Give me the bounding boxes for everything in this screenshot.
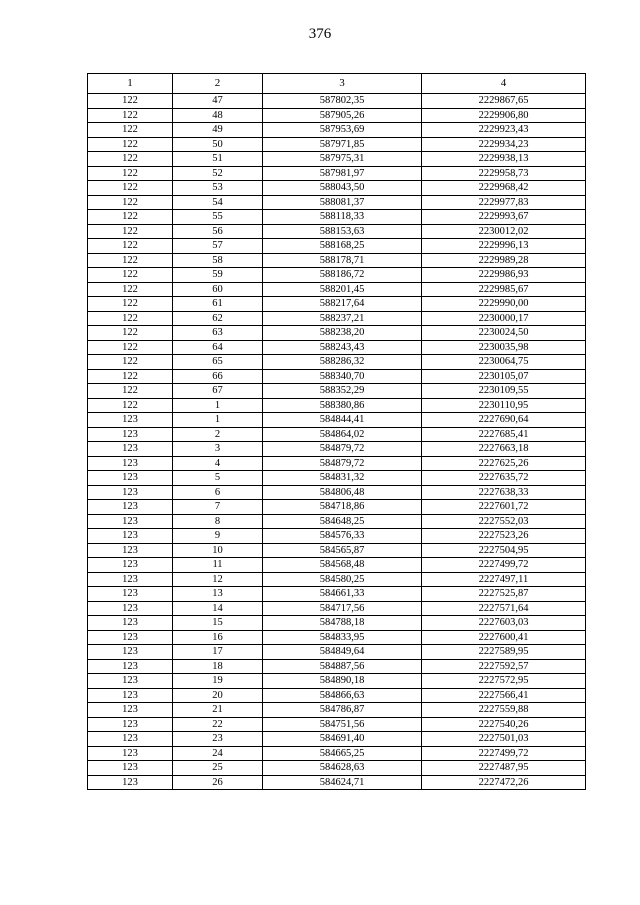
- table-row: [88, 529, 586, 544]
- cell-y-coordinate: 2230035,98: [422, 340, 586, 355]
- table-row: [88, 746, 586, 761]
- cell-x-coordinate: 584576,33: [263, 529, 422, 544]
- cell-y-coordinate: 2227566,41: [422, 688, 586, 703]
- cell-section: 123: [88, 514, 173, 529]
- cell-x-coordinate: 584628,63: [263, 761, 422, 776]
- cell-y-coordinate: 2227501,03: [422, 732, 586, 747]
- cell-x-coordinate: 588168,25: [263, 239, 422, 254]
- cell-y-coordinate: 2229958,73: [422, 166, 586, 181]
- cell-x-coordinate: 584833,95: [263, 630, 422, 645]
- cell-x-coordinate: 588243,43: [263, 340, 422, 355]
- cell-x-coordinate: 588201,45: [263, 282, 422, 297]
- cell-x-coordinate: 584624,71: [263, 775, 422, 790]
- cell-section: 123: [88, 572, 173, 587]
- cell-x-coordinate: 584751,56: [263, 717, 422, 732]
- cell-section: 122: [88, 369, 173, 384]
- cell-point: 4: [173, 456, 263, 471]
- cell-section: 123: [88, 674, 173, 689]
- cell-x-coordinate: 587953,69: [263, 123, 422, 138]
- cell-point: 65: [173, 355, 263, 370]
- table-row: [88, 514, 586, 529]
- table-body: [88, 94, 586, 790]
- cell-y-coordinate: 2227523,26: [422, 529, 586, 544]
- cell-x-coordinate: 584788,18: [263, 616, 422, 631]
- cell-y-coordinate: 2227559,88: [422, 703, 586, 718]
- cell-point: 23: [173, 732, 263, 747]
- cell-x-coordinate: 584879,72: [263, 456, 422, 471]
- table-row: [88, 630, 586, 645]
- cell-x-coordinate: 588340,70: [263, 369, 422, 384]
- cell-point: 51: [173, 152, 263, 167]
- cell-section: 122: [88, 384, 173, 399]
- cell-x-coordinate: 584661,33: [263, 587, 422, 602]
- cell-point: 52: [173, 166, 263, 181]
- cell-x-coordinate: 584565,87: [263, 543, 422, 558]
- cell-point: 48: [173, 108, 263, 123]
- cell-y-coordinate: 2227638,33: [422, 485, 586, 500]
- cell-x-coordinate: 584648,25: [263, 514, 422, 529]
- cell-section: 123: [88, 732, 173, 747]
- cell-section: 123: [88, 529, 173, 544]
- cell-point: 25: [173, 761, 263, 776]
- cell-point: 67: [173, 384, 263, 399]
- cell-x-coordinate: 588153,63: [263, 224, 422, 239]
- cell-section: 122: [88, 253, 173, 268]
- cell-y-coordinate: 2227504,95: [422, 543, 586, 558]
- table-row: [88, 616, 586, 631]
- cell-x-coordinate: 584691,40: [263, 732, 422, 747]
- cell-section: 122: [88, 224, 173, 239]
- cell-x-coordinate: 584806,48: [263, 485, 422, 500]
- cell-section: 123: [88, 761, 173, 776]
- cell-section: 123: [88, 543, 173, 558]
- cell-y-coordinate: 2227663,18: [422, 442, 586, 457]
- coordinates-table: [87, 73, 586, 790]
- cell-section: 122: [88, 297, 173, 312]
- cell-x-coordinate: 584844,41: [263, 413, 422, 428]
- cell-x-coordinate: 588217,64: [263, 297, 422, 312]
- cell-y-coordinate: 2229977,83: [422, 195, 586, 210]
- cell-section: 123: [88, 630, 173, 645]
- cell-section: 122: [88, 94, 173, 109]
- cell-y-coordinate: 2230064,75: [422, 355, 586, 370]
- table-row: [88, 152, 586, 167]
- table-row: [88, 297, 586, 312]
- cell-x-coordinate: 584849,64: [263, 645, 422, 660]
- cell-point: 58: [173, 253, 263, 268]
- table-row: [88, 413, 586, 428]
- cell-point: 9: [173, 529, 263, 544]
- cell-point: 63: [173, 326, 263, 341]
- cell-point: 19: [173, 674, 263, 689]
- table-row: [88, 558, 586, 573]
- table-row: [88, 732, 586, 747]
- cell-point: 10: [173, 543, 263, 558]
- table-row: [88, 253, 586, 268]
- cell-x-coordinate: 588380,86: [263, 398, 422, 413]
- cell-y-coordinate: 2229968,42: [422, 181, 586, 196]
- cell-y-coordinate: 2229938,13: [422, 152, 586, 167]
- cell-x-coordinate: 588178,71: [263, 253, 422, 268]
- cell-section: 122: [88, 311, 173, 326]
- cell-y-coordinate: 2229986,93: [422, 268, 586, 283]
- table-row: [88, 239, 586, 254]
- cell-y-coordinate: 2227525,87: [422, 587, 586, 602]
- page-number: 376: [308, 26, 332, 42]
- table-row: [88, 485, 586, 500]
- cell-y-coordinate: 2227487,95: [422, 761, 586, 776]
- header-row: [88, 74, 586, 94]
- cell-x-coordinate: 584887,56: [263, 659, 422, 674]
- header-col-1: 1: [88, 74, 173, 94]
- cell-point: 61: [173, 297, 263, 312]
- table-row: [88, 384, 586, 399]
- cell-y-coordinate: 2229996,13: [422, 239, 586, 254]
- cell-section: 122: [88, 152, 173, 167]
- cell-section: 123: [88, 645, 173, 660]
- cell-point: 55: [173, 210, 263, 225]
- cell-y-coordinate: 2227600,41: [422, 630, 586, 645]
- cell-x-coordinate: 587905,26: [263, 108, 422, 123]
- table-row: [88, 500, 586, 515]
- cell-point: 50: [173, 137, 263, 152]
- cell-y-coordinate: 2227601,72: [422, 500, 586, 515]
- cell-x-coordinate: 584890,18: [263, 674, 422, 689]
- cell-point: 5: [173, 471, 263, 486]
- table-row: [88, 181, 586, 196]
- cell-y-coordinate: 2227572,95: [422, 674, 586, 689]
- cell-section: 123: [88, 587, 173, 602]
- cell-x-coordinate: 587975,31: [263, 152, 422, 167]
- cell-x-coordinate: 584864,02: [263, 427, 422, 442]
- cell-point: 21: [173, 703, 263, 718]
- cell-x-coordinate: 588043,50: [263, 181, 422, 196]
- cell-y-coordinate: 2227635,72: [422, 471, 586, 486]
- cell-point: 1: [173, 398, 263, 413]
- table-row: [88, 268, 586, 283]
- cell-point: 11: [173, 558, 263, 573]
- cell-x-coordinate: 584718,86: [263, 500, 422, 515]
- table-row: [88, 282, 586, 297]
- table-row: [88, 355, 586, 370]
- cell-x-coordinate: 588081,37: [263, 195, 422, 210]
- table-row: [88, 108, 586, 123]
- cell-point: 18: [173, 659, 263, 674]
- cell-point: 62: [173, 311, 263, 326]
- cell-x-coordinate: 584580,25: [263, 572, 422, 587]
- header-col-3: 3: [263, 74, 422, 94]
- cell-y-coordinate: 2227552,03: [422, 514, 586, 529]
- cell-y-coordinate: 2227592,57: [422, 659, 586, 674]
- cell-point: 59: [173, 268, 263, 283]
- cell-point: 1: [173, 413, 263, 428]
- table-row: [88, 427, 586, 442]
- cell-x-coordinate: 588186,72: [263, 268, 422, 283]
- cell-point: 6: [173, 485, 263, 500]
- cell-section: 123: [88, 413, 173, 428]
- table-row: [88, 94, 586, 109]
- cell-point: 54: [173, 195, 263, 210]
- cell-point: 13: [173, 587, 263, 602]
- table-row: [88, 543, 586, 558]
- cell-y-coordinate: 2230105,07: [422, 369, 586, 384]
- cell-y-coordinate: 2230000,17: [422, 311, 586, 326]
- cell-y-coordinate: 2230012,02: [422, 224, 586, 239]
- cell-point: 14: [173, 601, 263, 616]
- cell-section: 123: [88, 442, 173, 457]
- cell-point: 3: [173, 442, 263, 457]
- cell-point: 2: [173, 427, 263, 442]
- cell-section: 123: [88, 471, 173, 486]
- table-row: [88, 398, 586, 413]
- table-row: [88, 123, 586, 138]
- cell-section: 122: [88, 282, 173, 297]
- cell-y-coordinate: 2227497,11: [422, 572, 586, 587]
- cell-y-coordinate: 2229934,23: [422, 137, 586, 152]
- cell-section: 122: [88, 181, 173, 196]
- table-row: [88, 688, 586, 703]
- cell-y-coordinate: 2229985,67: [422, 282, 586, 297]
- cell-x-coordinate: 584879,72: [263, 442, 422, 457]
- table-row: [88, 645, 586, 660]
- table-row: [88, 761, 586, 776]
- table-row: [88, 195, 586, 210]
- table-row: [88, 717, 586, 732]
- cell-point: 12: [173, 572, 263, 587]
- cell-y-coordinate: 2227589,95: [422, 645, 586, 660]
- table-row: [88, 340, 586, 355]
- cell-x-coordinate: 584665,25: [263, 746, 422, 761]
- table-row: [88, 442, 586, 457]
- header-col-2: 2: [173, 74, 263, 94]
- cell-point: 16: [173, 630, 263, 645]
- table-row: [88, 659, 586, 674]
- cell-point: 8: [173, 514, 263, 529]
- cell-y-coordinate: 2230024,50: [422, 326, 586, 341]
- cell-section: 123: [88, 456, 173, 471]
- table-row: [88, 674, 586, 689]
- cell-section: 122: [88, 239, 173, 254]
- cell-y-coordinate: 2227499,72: [422, 746, 586, 761]
- cell-section: 122: [88, 398, 173, 413]
- table-row: [88, 601, 586, 616]
- cell-x-coordinate: 588286,32: [263, 355, 422, 370]
- cell-point: 15: [173, 616, 263, 631]
- cell-point: 57: [173, 239, 263, 254]
- cell-point: 7: [173, 500, 263, 515]
- cell-section: 122: [88, 123, 173, 138]
- cell-y-coordinate: 2227603,03: [422, 616, 586, 631]
- cell-y-coordinate: 2227690,64: [422, 413, 586, 428]
- cell-y-coordinate: 2227499,72: [422, 558, 586, 573]
- cell-section: 122: [88, 268, 173, 283]
- cell-section: 123: [88, 427, 173, 442]
- cell-x-coordinate: 587802,35: [263, 94, 422, 109]
- cell-section: 123: [88, 616, 173, 631]
- cell-x-coordinate: 584717,56: [263, 601, 422, 616]
- table-row: [88, 224, 586, 239]
- cell-y-coordinate: 2229906,80: [422, 108, 586, 123]
- cell-x-coordinate: 587981,97: [263, 166, 422, 181]
- cell-section: 122: [88, 210, 173, 225]
- table-row: [88, 471, 586, 486]
- cell-y-coordinate: 2227540,26: [422, 717, 586, 732]
- cell-point: 22: [173, 717, 263, 732]
- cell-point: 64: [173, 340, 263, 355]
- cell-y-coordinate: 2227472,26: [422, 775, 586, 790]
- cell-point: 47: [173, 94, 263, 109]
- cell-point: 49: [173, 123, 263, 138]
- cell-section: 123: [88, 703, 173, 718]
- table-row: [88, 326, 586, 341]
- cell-y-coordinate: 2229923,43: [422, 123, 586, 138]
- cell-section: 123: [88, 558, 173, 573]
- cell-section: 122: [88, 355, 173, 370]
- header-col-4: 4: [422, 74, 586, 94]
- table-row: [88, 166, 586, 181]
- cell-point: 26: [173, 775, 263, 790]
- cell-x-coordinate: 588238,20: [263, 326, 422, 341]
- cell-x-coordinate: 588352,29: [263, 384, 422, 399]
- cell-y-coordinate: 2227571,64: [422, 601, 586, 616]
- cell-point: 66: [173, 369, 263, 384]
- table-row: [88, 210, 586, 225]
- table-row: [88, 587, 586, 602]
- cell-x-coordinate: 584568,48: [263, 558, 422, 573]
- cell-section: 122: [88, 108, 173, 123]
- cell-section: 123: [88, 746, 173, 761]
- cell-section: 122: [88, 326, 173, 341]
- cell-section: 123: [88, 775, 173, 790]
- cell-point: 24: [173, 746, 263, 761]
- cell-y-coordinate: 2229990,00: [422, 297, 586, 312]
- cell-point: 60: [173, 282, 263, 297]
- cell-section: 122: [88, 340, 173, 355]
- cell-section: 122: [88, 166, 173, 181]
- cell-y-coordinate: 2229867,65: [422, 94, 586, 109]
- table-row: [88, 456, 586, 471]
- cell-y-coordinate: 2230110,95: [422, 398, 586, 413]
- cell-point: 17: [173, 645, 263, 660]
- cell-x-coordinate: 584831,32: [263, 471, 422, 486]
- cell-y-coordinate: 2229989,28: [422, 253, 586, 268]
- cell-y-coordinate: 2227625,26: [422, 456, 586, 471]
- table-row: [88, 775, 586, 790]
- cell-x-coordinate: 588118,33: [263, 210, 422, 225]
- table-row: [88, 137, 586, 152]
- cell-section: 122: [88, 195, 173, 210]
- table-row: [88, 369, 586, 384]
- table-header: [88, 74, 586, 94]
- cell-x-coordinate: 587971,85: [263, 137, 422, 152]
- table-row: [88, 572, 586, 587]
- cell-y-coordinate: 2230109,55: [422, 384, 586, 399]
- cell-x-coordinate: 584786,87: [263, 703, 422, 718]
- cell-section: 122: [88, 137, 173, 152]
- cell-section: 123: [88, 717, 173, 732]
- table-row: [88, 703, 586, 718]
- cell-y-coordinate: 2227685,41: [422, 427, 586, 442]
- cell-section: 123: [88, 485, 173, 500]
- cell-section: 123: [88, 659, 173, 674]
- cell-section: 123: [88, 688, 173, 703]
- cell-point: 56: [173, 224, 263, 239]
- cell-y-coordinate: 2229993,67: [422, 210, 586, 225]
- cell-section: 123: [88, 601, 173, 616]
- cell-x-coordinate: 584866,63: [263, 688, 422, 703]
- cell-x-coordinate: 588237,21: [263, 311, 422, 326]
- cell-section: 123: [88, 500, 173, 515]
- cell-point: 53: [173, 181, 263, 196]
- table-row: [88, 311, 586, 326]
- cell-point: 20: [173, 688, 263, 703]
